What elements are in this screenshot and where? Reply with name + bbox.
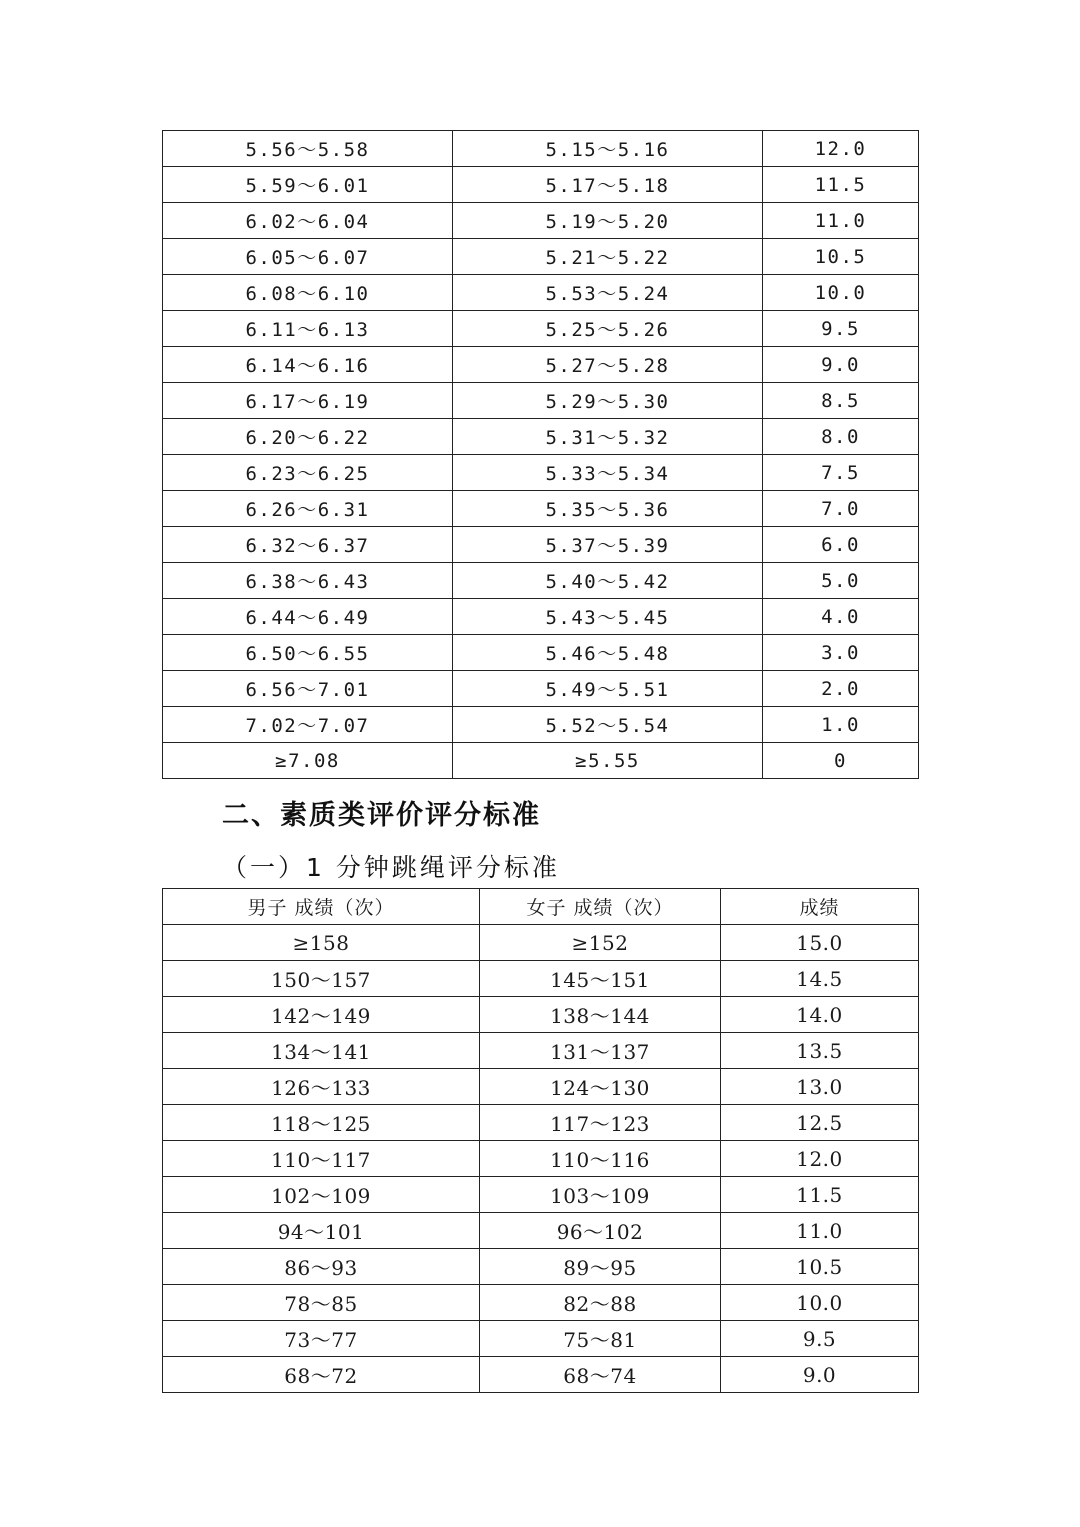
male-cell: 6.20～6.22: [163, 419, 453, 455]
header-points: 成绩: [721, 889, 919, 925]
male-cell: 7.02～7.07: [163, 707, 453, 743]
table-row: [163, 925, 919, 961]
female-cell: 124～130: [480, 1069, 721, 1105]
jump-rope-table-body: [163, 925, 919, 1393]
female-cell: 5.19～5.20: [453, 203, 763, 239]
female-cell: 103～109: [480, 1177, 721, 1213]
points-cell: 3.0: [763, 635, 919, 671]
male-cell: 5.59～6.01: [163, 167, 453, 203]
female-cell: 5.46～5.48: [453, 635, 763, 671]
points-cell: 9.5: [763, 311, 919, 347]
points-cell: 2.0: [763, 671, 919, 707]
male-cell: ≥7.08: [163, 743, 453, 779]
female-cell: 5.15～5.16: [453, 131, 763, 167]
table-row: [163, 455, 919, 491]
points-cell: 1.0: [763, 707, 919, 743]
male-cell: 94～101: [163, 1213, 480, 1249]
female-cell: 5.40～5.42: [453, 563, 763, 599]
table-row: [163, 1213, 919, 1249]
female-cell: 138～144: [480, 997, 721, 1033]
male-cell: 6.32～6.37: [163, 527, 453, 563]
table-row: [163, 961, 919, 997]
points-cell: 4.0: [763, 599, 919, 635]
table-row: [163, 1357, 919, 1393]
points-cell: 11.0: [721, 1213, 919, 1249]
female-cell: 5.27～5.28: [453, 347, 763, 383]
female-cell: 68～74: [480, 1357, 721, 1393]
points-cell: 11.0: [763, 203, 919, 239]
table-row: [163, 383, 919, 419]
points-cell: 14.5: [721, 961, 919, 997]
table-row: [163, 419, 919, 455]
points-cell: 12.5: [721, 1105, 919, 1141]
points-cell: 12.0: [721, 1141, 919, 1177]
table-row: [163, 131, 919, 167]
points-cell: 11.5: [721, 1177, 919, 1213]
table-row: [163, 1141, 919, 1177]
male-cell: 6.26～6.31: [163, 491, 453, 527]
male-cell: 6.44～6.49: [163, 599, 453, 635]
header-female-score: 女子 成绩（次）: [480, 889, 721, 925]
points-cell: 10.5: [763, 239, 919, 275]
table-row: [163, 203, 919, 239]
female-cell: 131～137: [480, 1033, 721, 1069]
points-cell: 5.0: [763, 563, 919, 599]
points-cell: 9.0: [763, 347, 919, 383]
male-cell: 118～125: [163, 1105, 480, 1141]
table-row: [163, 1069, 919, 1105]
table-row: [163, 997, 919, 1033]
female-cell: 117～123: [480, 1105, 721, 1141]
header-male-score: 男子 成绩（次）: [163, 889, 480, 925]
female-cell: 5.17～5.18: [453, 167, 763, 203]
male-cell: 6.38～6.43: [163, 563, 453, 599]
male-cell: 6.50～6.55: [163, 635, 453, 671]
male-cell: 6.17～6.19: [163, 383, 453, 419]
table-row: [163, 1249, 919, 1285]
male-cell: 6.11～6.13: [163, 311, 453, 347]
section-heading: 二、素质类评价评分标准: [222, 800, 541, 831]
run-score-table-body: [163, 131, 919, 779]
male-cell: 150～157: [163, 961, 480, 997]
points-cell: 10.0: [763, 275, 919, 311]
table-row: [163, 527, 919, 563]
table-row: [163, 743, 919, 779]
points-cell: 8.5: [763, 383, 919, 419]
points-cell: 15.0: [721, 925, 919, 961]
points-cell: 7.0: [763, 491, 919, 527]
female-cell: 5.35～5.36: [453, 491, 763, 527]
female-cell: ≥5.55: [453, 743, 763, 779]
table-row: [163, 1177, 919, 1213]
points-cell: 13.5: [721, 1033, 919, 1069]
male-cell: 6.05～6.07: [163, 239, 453, 275]
points-cell: 10.5: [721, 1249, 919, 1285]
female-cell: 89～95: [480, 1249, 721, 1285]
jump-rope-table-header: [163, 889, 919, 925]
female-cell: 82～88: [480, 1285, 721, 1321]
female-cell: 5.43～5.45: [453, 599, 763, 635]
male-cell: 126～133: [163, 1069, 480, 1105]
male-cell: 86～93: [163, 1249, 480, 1285]
male-cell: 142～149: [163, 997, 480, 1033]
male-cell: 6.14～6.16: [163, 347, 453, 383]
female-cell: 110～116: [480, 1141, 721, 1177]
female-cell: 145～151: [480, 961, 721, 997]
female-cell: 5.29～5.30: [453, 383, 763, 419]
table-row: [163, 563, 919, 599]
female-cell: 96～102: [480, 1213, 721, 1249]
points-cell: 10.0: [721, 1285, 919, 1321]
points-cell: 9.0: [721, 1357, 919, 1393]
points-cell: 9.5: [721, 1321, 919, 1357]
table-row: [163, 1285, 919, 1321]
table-row: [163, 275, 919, 311]
points-cell: 11.5: [763, 167, 919, 203]
male-cell: 6.56～7.01: [163, 671, 453, 707]
points-cell: 0: [763, 743, 919, 779]
female-cell: 5.49～5.51: [453, 671, 763, 707]
female-cell: 5.53～5.24: [453, 275, 763, 311]
table-row: [163, 311, 919, 347]
male-cell: 102～109: [163, 1177, 480, 1213]
female-cell: 5.37～5.39: [453, 527, 763, 563]
male-cell: 6.02～6.04: [163, 203, 453, 239]
points-cell: 8.0: [763, 419, 919, 455]
sub-heading: （一）1 分钟跳绳评分标准: [222, 853, 560, 882]
male-cell: 68～72: [163, 1357, 480, 1393]
table-row: [163, 491, 919, 527]
table-row: [163, 635, 919, 671]
female-cell: 5.33～5.34: [453, 455, 763, 491]
male-cell: 6.23～6.25: [163, 455, 453, 491]
run-score-table: [162, 130, 919, 779]
male-cell: 6.08～6.10: [163, 275, 453, 311]
female-cell: 5.21～5.22: [453, 239, 763, 275]
header-row: [163, 889, 919, 925]
table-row: [163, 1033, 919, 1069]
table-row: [163, 167, 919, 203]
points-cell: 6.0: [763, 527, 919, 563]
male-cell: 134～141: [163, 1033, 480, 1069]
table-row: [163, 239, 919, 275]
table-row: [163, 707, 919, 743]
table-row: [163, 1321, 919, 1357]
male-cell: 78～85: [163, 1285, 480, 1321]
female-cell: 5.52～5.54: [453, 707, 763, 743]
male-cell: ≥158: [163, 925, 480, 961]
table-row: [163, 1105, 919, 1141]
points-cell: 12.0: [763, 131, 919, 167]
points-cell: 7.5: [763, 455, 919, 491]
male-cell: 110～117: [163, 1141, 480, 1177]
table-row: [163, 347, 919, 383]
table-row: [163, 671, 919, 707]
male-cell: 73～77: [163, 1321, 480, 1357]
table-row: [163, 599, 919, 635]
female-cell: 75～81: [480, 1321, 721, 1357]
male-cell: 5.56～5.58: [163, 131, 453, 167]
female-cell: 5.25～5.26: [453, 311, 763, 347]
jump-rope-score-table: [162, 888, 919, 1393]
female-cell: 5.31～5.32: [453, 419, 763, 455]
female-cell: ≥152: [480, 925, 721, 961]
points-cell: 13.0: [721, 1069, 919, 1105]
points-cell: 14.0: [721, 997, 919, 1033]
